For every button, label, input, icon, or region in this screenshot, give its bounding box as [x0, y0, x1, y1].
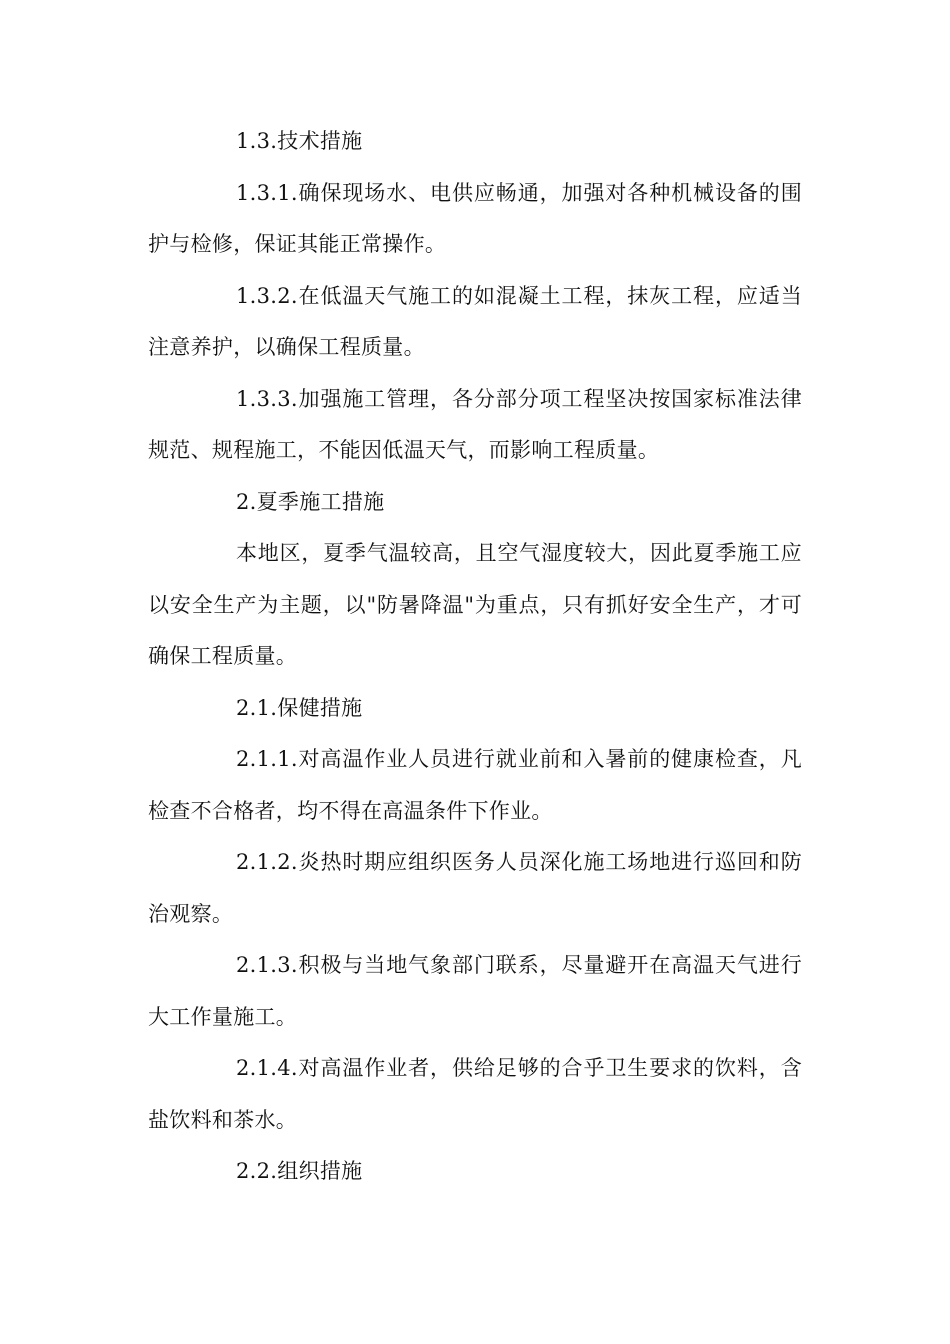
paragraph-2-1-1: 2.1.1.对高温作业人员进行就业前和入暑前的健康检查，凡检查不合格者，均不得在高温条件下作业。 — [148, 747, 802, 823]
paragraph-1-3-3: 1.3.3.加强施工管理，各分部分项工程坚决按国家标准法律规范、规程施工，不能因低温天气，而影响工程质量。 — [148, 386, 802, 462]
heading-2-2-organizational-measures: 2.2.组织措施 — [236, 1159, 363, 1183]
heading-1-3-technical-measures: 1.3.技术措施 — [236, 129, 363, 153]
paragraph-2-1-2: 2.1.2.炎热时期应组织医务人员深化施工场地进行巡回和防治观察。 — [148, 850, 802, 926]
paragraph-1-3-2: 1.3.2.在低温天气施工的如混凝土工程，抹灰工程，应适当注意养护，以确保工程质量。 — [148, 283, 802, 359]
paragraph-2-1-4: 2.1.4.对高温作业者，供给足够的合乎卫生要求的饮料，含盐饮料和茶水。 — [148, 1056, 802, 1132]
heading-2-summer-construction: 2.夏季施工措施 — [236, 489, 385, 514]
heading-2-1-health-measures: 2.1.保健措施 — [236, 695, 363, 720]
paragraph-summer-intro: 本地区，夏季气温较高，且空气湿度较大，因此夏季施工应以安全生产为主题，以"防暑降温"为重点，只有抓好安全生产，才可确保工程质量。 — [148, 541, 802, 668]
document-body — [148, 116, 802, 1198]
paragraph-2-1-3: 2.1.3.积极与当地气象部门联系，尽量避开在高温天气进行大工作量施工。 — [148, 953, 802, 1029]
paragraph-1-3-1: 1.3.1.确保现场水、电供应畅通，加强对各种机械设备的围护与检修，保证其能正常操作。 — [148, 180, 802, 256]
